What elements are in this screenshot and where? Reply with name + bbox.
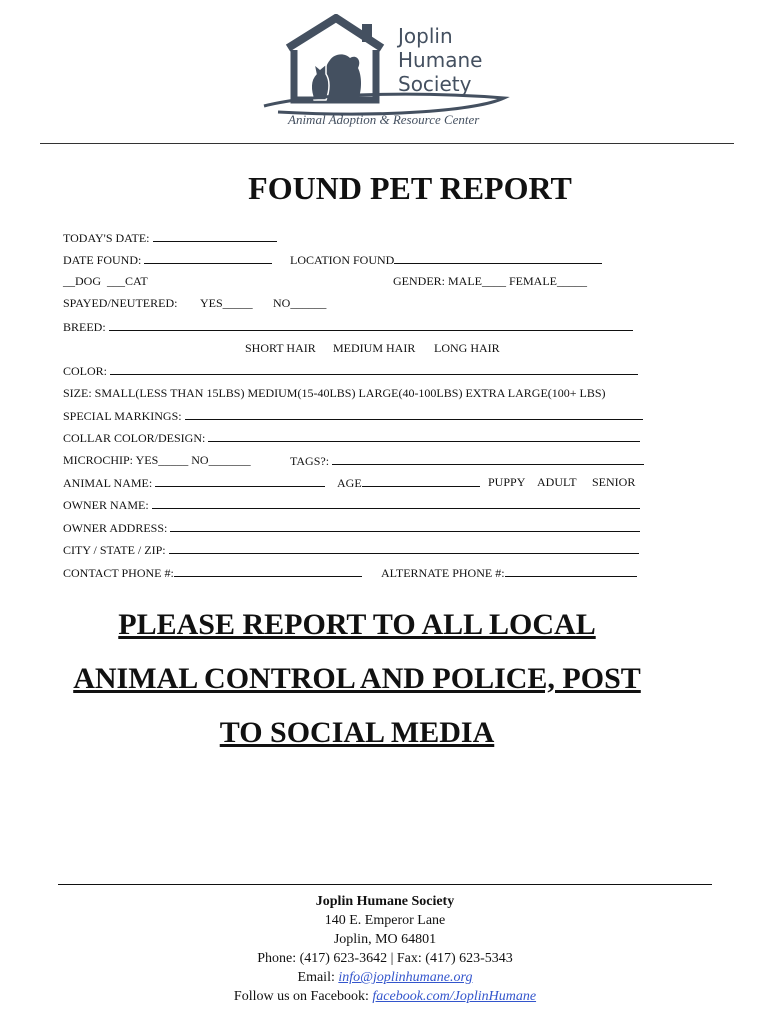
org-name-line3: Society [398, 72, 472, 96]
location-found-field[interactable] [394, 252, 602, 264]
special-markings-field[interactable] [185, 408, 643, 420]
date-found-field[interactable] [144, 252, 272, 264]
animal-name-label: ANIMAL NAME: [63, 476, 153, 490]
owner-name-field[interactable] [152, 497, 640, 509]
senior-option[interactable]: SENIOR [592, 475, 636, 489]
spayed-row [63, 296, 177, 311]
tags-row [290, 453, 644, 469]
owner-address-label: OWNER ADDRESS: [63, 521, 168, 535]
banner-line2: ANIMAL CONTROL AND POLICE, POST [73, 662, 641, 695]
todays-date-row [63, 230, 277, 246]
adult-option[interactable]: ADULT [537, 475, 577, 489]
collar-row [63, 430, 640, 446]
location-found-row [290, 252, 602, 268]
todays-date-label: TODAY'S DATE: [63, 231, 150, 245]
animal-name-row [63, 475, 325, 491]
org-name-line1: Joplin [398, 24, 453, 48]
color-field[interactable] [110, 363, 638, 375]
city-state-zip-label: CITY / STATE / ZIP: [63, 543, 166, 557]
breed-label: BREED: [63, 320, 106, 334]
dog-option[interactable]: __DOG [63, 274, 101, 288]
age-label: AGE [337, 476, 362, 490]
facebook-label: Follow us on Facebook: [233, 989, 369, 1004]
species-row [63, 274, 148, 289]
email-label: Email: [297, 970, 335, 985]
footer-email-row [0, 970, 770, 986]
collar-field[interactable] [208, 430, 640, 442]
footer-org: Joplin Humane Society [315, 894, 455, 909]
banner-line3: TO SOCIAL MEDIA [219, 716, 495, 749]
org-name-line2: Humane [398, 48, 483, 72]
spayed-no-option[interactable]: NO______ [273, 296, 327, 310]
age-field[interactable] [362, 475, 480, 487]
footer-divider [58, 884, 712, 885]
breed-row [63, 319, 633, 335]
animal-name-field[interactable] [155, 475, 325, 487]
microchip-row[interactable]: MICROCHIP: YES_____ NO_______ [63, 453, 251, 467]
contact-phone-field[interactable] [174, 565, 362, 577]
special-markings-label: SPECIAL MARKINGS: [63, 409, 182, 423]
size-row[interactable]: SIZE: SMALL(LESS THAN 15LBS) MEDIUM(15-40LBS) LARGE(40-100LBS) EXTRA LARGE(100+ LBS) [63, 386, 606, 400]
collar-label: COLLAR COLOR/DESIGN: [63, 431, 206, 445]
header-divider [40, 143, 734, 144]
age-row [337, 475, 480, 491]
cat-option[interactable]: ___CAT [107, 274, 148, 288]
owner-name-row [63, 497, 640, 513]
spayed-yes-option[interactable]: YES_____ [200, 296, 253, 310]
owner-address-row [63, 520, 640, 536]
page-title: FOUND PET REPORT [248, 170, 572, 206]
footer-facebook-row [0, 989, 770, 1005]
gender-row[interactable]: GENDER: MALE____ FEMALE_____ [393, 274, 587, 288]
todays-date-field[interactable] [153, 230, 277, 242]
owner-address-field[interactable] [170, 520, 640, 532]
owner-name-label: OWNER NAME: [63, 498, 149, 512]
contact-phone-label: CONTACT PHONE #: [63, 566, 174, 580]
alternate-phone-label: ALTERNATE PHONE #: [381, 566, 505, 580]
banner-line1: PLEASE REPORT TO ALL LOCAL [118, 608, 596, 641]
city-state-zip-field[interactable] [169, 542, 639, 554]
date-found-label: DATE FOUND: [63, 253, 142, 267]
color-row [63, 363, 638, 379]
long-hair-option[interactable]: LONG HAIR [434, 341, 500, 355]
footer-street: 140 E. Emperor Lane [324, 913, 446, 928]
color-label: COLOR: [63, 364, 108, 378]
tags-label: TAGS?: [290, 454, 330, 468]
breed-field[interactable] [109, 319, 633, 331]
contact-phone-row [63, 565, 362, 581]
city-state-zip-row [63, 542, 639, 558]
facebook-link[interactable]: facebook.com/JoplinHumane [372, 989, 537, 1004]
puppy-option[interactable]: PUPPY [488, 475, 526, 489]
footer-city: Joplin, MO 64801 [333, 932, 437, 947]
org-name [398, 24, 482, 96]
spayed-label: SPAYED/NEUTERED: [63, 296, 178, 310]
tags-field[interactable] [332, 453, 644, 465]
tagline: Animal Adoption & Resource Center [288, 112, 480, 127]
email-link[interactable]: info@joplinhumane.org [338, 970, 473, 985]
short-hair-option[interactable]: SHORT HAIR [245, 341, 316, 355]
medium-hair-option[interactable]: MEDIUM HAIR [333, 341, 416, 355]
footer-phone: Phone: (417) 623-3642 | Fax: (417) 623-5343 [257, 951, 513, 966]
location-found-label: LOCATION FOUND [290, 253, 395, 267]
special-markings-row [63, 408, 643, 424]
alternate-phone-field[interactable] [505, 565, 637, 577]
date-found-row [63, 252, 272, 268]
alternate-phone-row [381, 565, 637, 581]
